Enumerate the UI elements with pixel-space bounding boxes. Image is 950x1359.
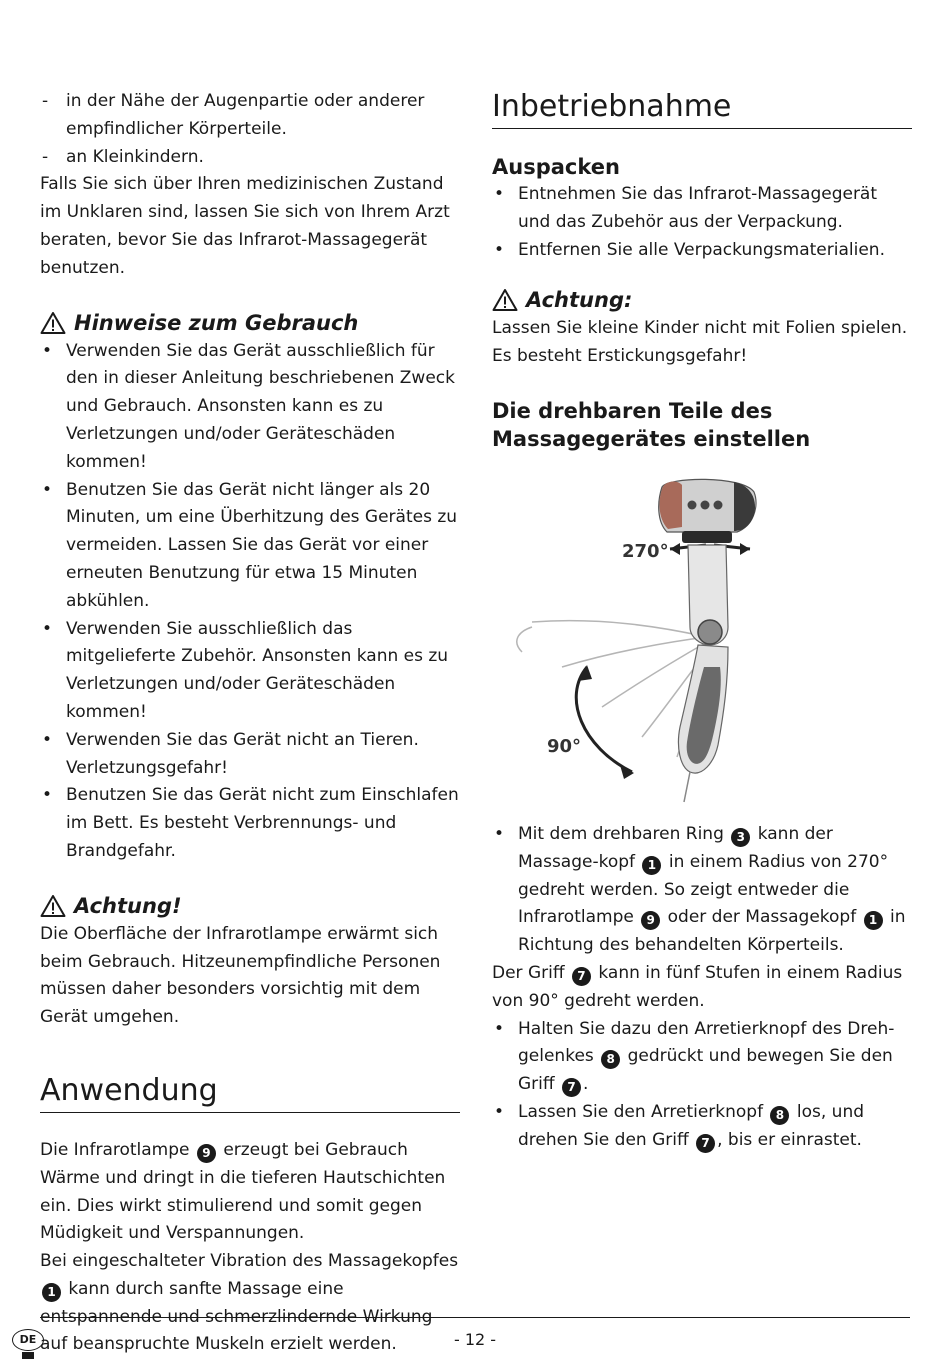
achtung-heading: Achtung! (40, 891, 460, 921)
page-number: - 12 - (453, 1330, 497, 1349)
achtung-heading: Achtung: (492, 285, 912, 315)
callout-number: 7 (696, 1134, 715, 1153)
right-column (492, 88, 912, 1155)
auspacken-list (492, 181, 912, 264)
dash-list (40, 88, 460, 171)
callout-number: 8 (601, 1050, 620, 1069)
list-item: • Benutzen Sie das Gerät nicht zum Einschlafen im Bett. Es besteht Verbrennungs- und Brandgefahr. (42, 785, 459, 861)
figure-label-270: 270° (622, 540, 669, 562)
callout-number: 3 (731, 828, 750, 847)
anwendung-paragraph: Die Infrarotlampe 9 erzeugt bei Gebrauch Wärme und dringt in die tieferen Hautschichten ein. Dies wirkt stimulierend und somit gegen Müdigkeit und Verspannungen. (40, 1139, 446, 1244)
language-badge-tab (22, 1352, 34, 1359)
list-item: • Verwenden Sie das Gerät nicht an Tieren. Verletzungsgefahr! (42, 729, 419, 778)
figure-label-90: 90° (547, 735, 582, 757)
list-item: • Entnehmen Sie das Infrarot-Massagegerät und das Zubehör aus der Verpackung. (494, 184, 878, 232)
footer-divider (40, 1317, 910, 1318)
list-item: • Lassen Sie den Arretierknopf 8 los, und drehen Sie den Griff 7 , bis er einrastet. (492, 1099, 912, 1155)
callout-number: 9 (641, 911, 660, 930)
list-item: • Mit dem drehbaren Ring 3 kann der Massage-kopf 1 in einem Radius von 270° gedreht werden. So zeigt entweder die Infrarotlampe 9 oder der Massagekopf 1 in Richtung des behandelten Körperteils. (494, 823, 906, 956)
left-column (40, 88, 460, 1359)
inbetriebnahme-heading: Inbetriebnahme (492, 88, 912, 129)
auspacken-heading: Auspacken (492, 155, 620, 179)
list-item: • Verwenden Sie das Gerät ausschließlich für den in dieser Anleitung beschriebenen Zweck und Gebrauch. Ansonsten kann es zu Verletzungen und/oder Geräteschäden kommen! (42, 340, 455, 472)
callout-number: 7 (562, 1078, 581, 1097)
list-item: - in der Nähe der Augenpartie oder anderer empfindlicher Körperteile. (42, 91, 425, 139)
warning-icon (40, 894, 66, 918)
drehbar-heading: Die drehbaren Teile des Massagegerätes einstellen (492, 398, 811, 451)
intro-paragraph: Falls Sie sich über Ihren medizinischen Zustand im Unklaren sind, lassen Sie sich von Ihrem Arzt beraten, bevor Sie das Infrarot-Massagegerät benutzen. (40, 174, 450, 278)
griff-paragraph: Der Griff 7 kann in fünf Stufen in einem Radius von 90° gedreht werden. (492, 962, 903, 1011)
achtung-text: Die Oberfläche der Infrarotlampe erwärmt sich beim Gebrauch. Hitzeunempfindliche Personen müssen daher besonders vorsichtig mit dem Gerät umgehen. (40, 923, 441, 1028)
ring-list (492, 821, 912, 960)
list-item: • Entfernen Sie alle Verpackungsmaterialien. (494, 239, 885, 260)
callout-number: 7 (572, 967, 591, 986)
callout-number: 1 (642, 856, 661, 875)
anwendung-paragraph: Bei eingeschalteter Vibration des Massagekopfes 1 kann durch sanfte Massage eine entspannende und schmerzlindernde Wirkung auf beanspruchte Muskeln erzielt werden. (40, 1251, 459, 1355)
achtung-text: Lassen Sie kleine Kinder nicht mit Folien spielen. Es besteht Erstickungsgefahr! (492, 318, 908, 367)
anwendung-heading: Anwendung (40, 1072, 460, 1113)
list-item: • Benutzen Sie das Gerät nicht länger als 20 Minuten, um eine Überhitzung des Gerätes zu vermeiden. Lassen Sie das Gerät vor einer erneuten Benutzung für etwa 15 Minuten abkühlen. (42, 479, 458, 611)
callout-number: 1 (42, 1283, 61, 1302)
language-badge: DE (12, 1329, 44, 1351)
griff-list (492, 1016, 912, 1155)
callout-number: 8 (770, 1106, 789, 1125)
hinweise-heading: Hinweise zum Gebrauch (40, 308, 460, 338)
callout-number: 9 (197, 1144, 216, 1163)
callout-number: 1 (864, 911, 883, 930)
list-item: • Halten Sie dazu den Arretierknopf des Dreh-gelenkes 8 gedrückt und bewegen Sie den Griff 7 . (492, 1016, 912, 1099)
list-item: • Verwenden Sie ausschließlich das mitgelieferte Zubehör. Ansonsten kann es zu Verletzungen und/oder Geräteschäden kommen! (42, 618, 449, 722)
massager-rotation-figure (492, 467, 912, 807)
list-item: - an Kleinkindern. (42, 146, 204, 167)
hinweise-list (40, 338, 460, 866)
warning-icon (492, 288, 518, 312)
warning-icon (40, 311, 66, 335)
